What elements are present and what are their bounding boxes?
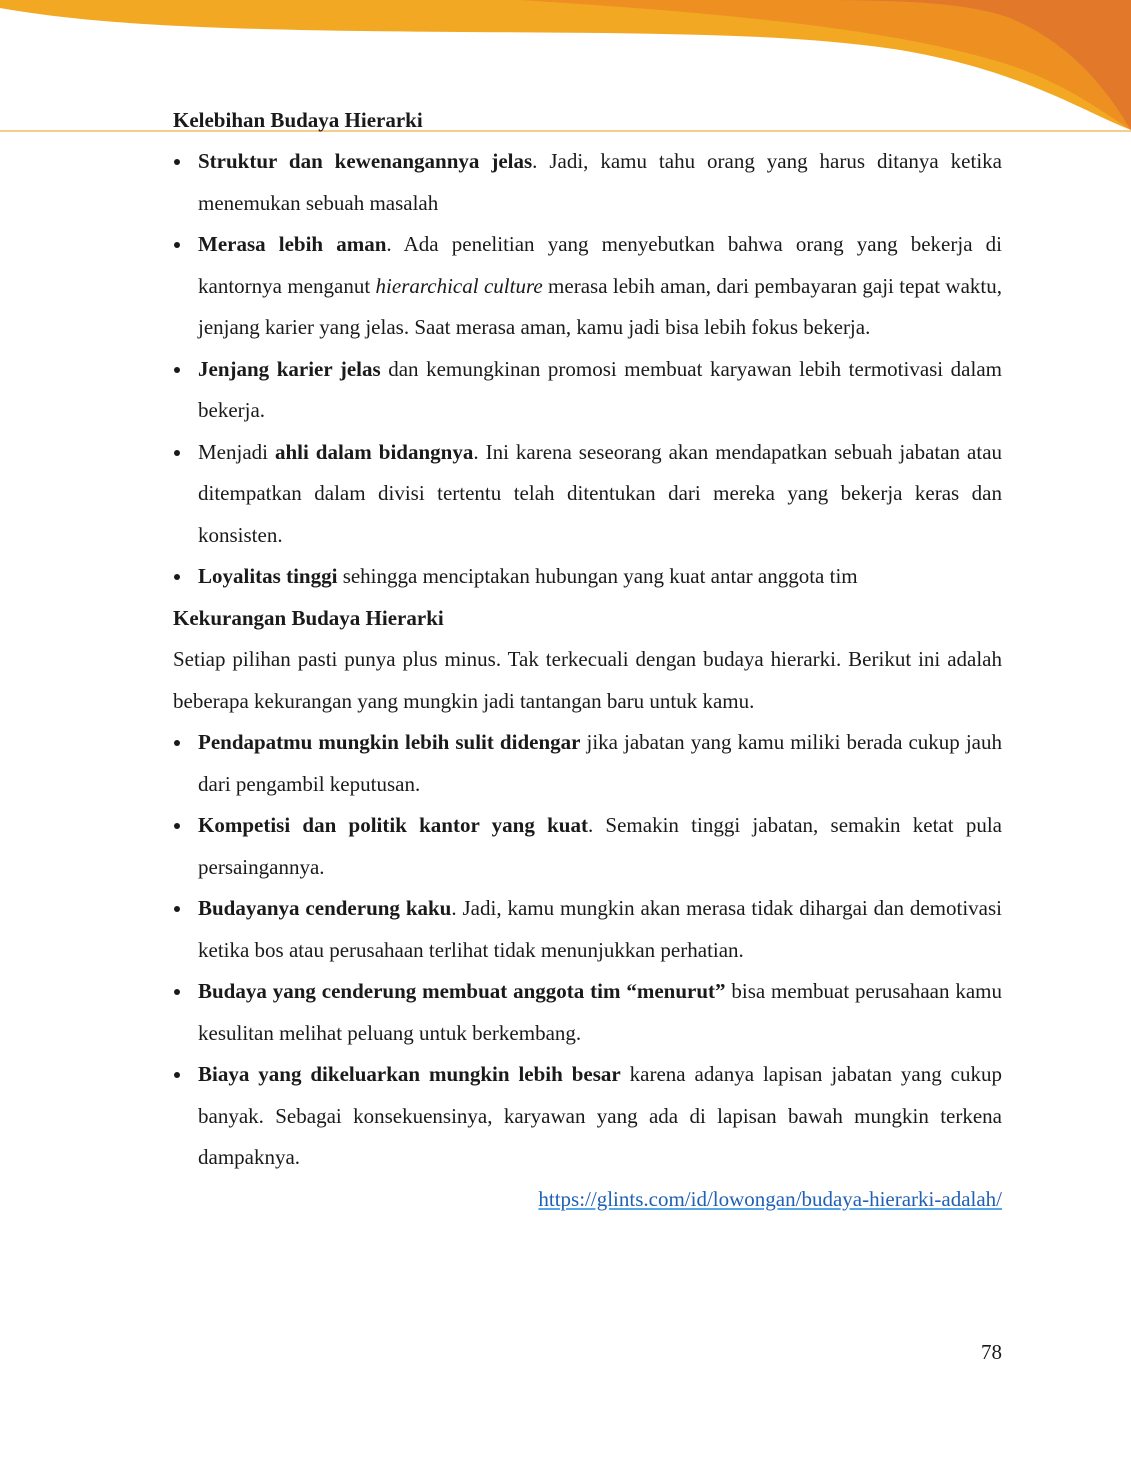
list-item: Merasa lebih aman. Ada penelitian yang menyebutkan bahwa orang yang bekerja di kantornya menganut hierarchical culture merasa lebih aman, dari pembayaran gaji tepat waktu, jenjang karier yang jelas. Saat merasa aman, kamu jadi bisa lebih fokus bekerja. (198, 232, 1003, 339)
source-link-row (173, 1179, 1002, 1221)
list-item: Budaya yang cenderung membuat anggota tim “menurut” bisa membuat perusahaan kamu kesulitan melihat peluang untuk berkembang. (198, 979, 1002, 1045)
page-number: 78 (981, 1340, 1002, 1364)
list-item: Biaya yang dikeluarkan mungkin lebih besar karena adanya lapisan jabatan yang cukup banyak. Sebagai konsekuensinya, karyawan yang ada di lapisan bawah mungkin terkena dampaknya. (198, 1062, 1002, 1169)
document-body (173, 100, 1002, 1220)
list-item: Jenjang karier jelas dan kemungkinan promosi membuat karyawan lebih termotivasi dalam bekerja. (198, 356, 1002, 422)
list-item: Loyalitas tinggi sehingga menciptakan hubungan yang kuat antar anggota tim (198, 564, 858, 588)
advantages-heading: Kelebihan Budaya Hierarki (173, 108, 423, 132)
advantages-list (173, 141, 1002, 598)
list-item: Pendapatmu mungkin lebih sulit didengar jika jabatan yang kamu miliki berada cukup jauh dari pengambil keputusan. (198, 730, 1002, 796)
list-item: Struktur dan kewenangannya jelas. Jadi, kamu tahu orang yang harus ditanya ketika menemukan sebuah masalah (198, 149, 1002, 215)
source-link[interactable]: https://glints.com/id/lowongan/budaya-hierarki-adalah/ (538, 1186, 1002, 1211)
list-item: Menjadi ahli dalam bidangnya. Ini karena seseorang akan mendapatkan sebuah jabatan atau ditempatkan dalam divisi tertentu telah ditentukan dari mereka yang bekerja keras dan konsisten. (198, 439, 1003, 547)
list-item: Budayanya cenderung kaku. Jadi, kamu mungkin akan merasa tidak dihargai dan demotivasi ketika bos atau perusahaan terlihat tidak menunjukkan perhatian. (198, 896, 1002, 962)
disadvantages-intro: Setiap pilihan pasti punya plus minus. Tak terkecuali dengan budaya hierarki. Berikut ini adalah beberapa kekurangan yang mungkin jadi tantangan baru untuk kamu. (173, 647, 1002, 713)
list-item: Kompetisi dan politik kantor yang kuat. Semakin tinggi jabatan, semakin ketat pula persaingannya. (198, 813, 1002, 879)
disadvantages-heading: Kekurangan Budaya Hierarki (173, 605, 444, 630)
disadvantages-list (173, 722, 1002, 1179)
